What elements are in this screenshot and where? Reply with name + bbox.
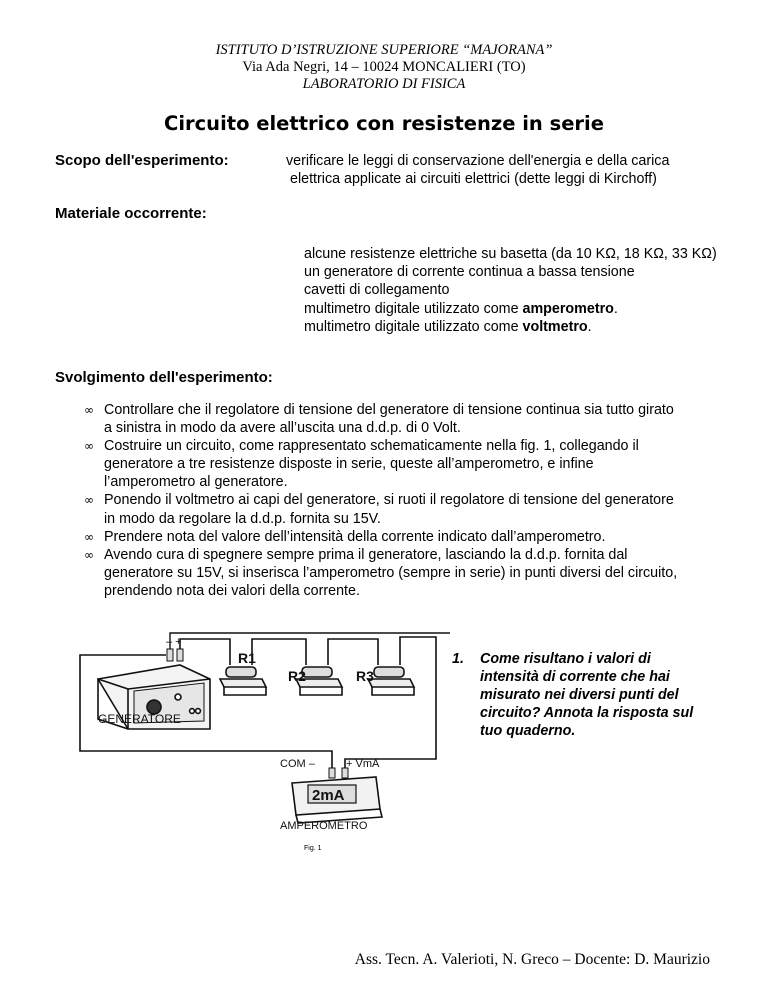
svolgimento-label: Svolgimento dell'esperimento: bbox=[55, 369, 273, 386]
circuit-figure bbox=[70, 615, 450, 850]
com-label: COM – bbox=[280, 758, 315, 770]
scopo-label: Scopo dell'esperimento: bbox=[55, 152, 229, 169]
page-title: Circuito elettrico con resistenze in serie bbox=[164, 112, 604, 135]
materiale-item-text: multimetro digitale utilizzato come bbox=[304, 300, 523, 317]
materiale-item bbox=[304, 300, 724, 318]
step-text: Ponendo il voltmetro ai capi del generatore, si ruoti il regolatore di tensione del generatore in modo da regolare la d.d.p. fornita su 15V. bbox=[104, 492, 674, 527]
list-item bbox=[84, 528, 684, 546]
school-name: ISTITUTO D’ISTRUZIONE SUPERIORE “MAJORANA” bbox=[215, 42, 553, 58]
materiale-item: cavetti di collegamento bbox=[304, 282, 450, 299]
list-item bbox=[84, 437, 684, 491]
ammeter-display: 2mA bbox=[312, 787, 345, 804]
materiale-item-bold: voltmetro bbox=[522, 318, 588, 335]
circuit-diagram bbox=[70, 615, 450, 845]
bullet-icon: ∞ bbox=[84, 547, 94, 562]
school-address: Via Ada Negri, 14 – 10024 MONCALIERI (TO) bbox=[242, 59, 526, 75]
materiale-label: Materiale occorrente: bbox=[55, 205, 207, 222]
materiale-item-text: multimetro digitale utilizzato come bbox=[304, 318, 523, 335]
r2-label: R2 bbox=[288, 668, 306, 684]
materiale-item-punct: . bbox=[613, 300, 618, 317]
scopo-text bbox=[286, 152, 669, 188]
footer-credits: Ass. Tecn. A. Valerioti, N. Greco – Docente: D. Maurizio bbox=[354, 951, 710, 968]
materiale-item-punct: . bbox=[587, 318, 592, 335]
r1-label: R1 bbox=[238, 650, 256, 666]
bullet-icon: ∞ bbox=[84, 439, 94, 454]
step-text: Prendere nota del valore dell’intensità della corrente indicato dall’amperometro. bbox=[104, 528, 606, 545]
materiale-item-bold: amperometro bbox=[522, 300, 614, 317]
materiale-item bbox=[304, 318, 724, 336]
bullet-icon: ∞ bbox=[84, 529, 94, 544]
materiale-item: alcune resistenze elettriche su basetta (da 10 KΩ, 18 KΩ, 33 KΩ) bbox=[304, 246, 717, 262]
generatore-label: GENERATORE bbox=[98, 712, 181, 726]
school-header bbox=[0, 42, 768, 93]
gen-terminals-label: – + bbox=[166, 636, 182, 648]
bullet-icon: ∞ bbox=[84, 493, 94, 508]
materiale-item: un generatore di corrente continua a bassa tensione bbox=[304, 264, 635, 281]
list-item bbox=[84, 491, 684, 527]
question-number: 1. bbox=[452, 651, 464, 667]
vma-label: + VmA bbox=[346, 758, 380, 770]
step-text: Controllare che il regolatore di tensione del generatore di tensione continua sia tutto girato a sinistra in modo da avere all’uscita una d.d.p. di 0 Volt. bbox=[104, 402, 674, 437]
figure-caption: Fig. 1 bbox=[304, 845, 322, 852]
step-text: Costruire un circuito, come rappresentato schematicamente nella fig. 1, collegando il generatore a tre resistenze disposte in serie, queste all’amperometro, e infine l’amperometro al generatore. bbox=[104, 438, 639, 491]
bullet-icon: ∞ bbox=[84, 403, 94, 417]
step-text: Avendo cura di spegnere sempre prima il generatore, lasciando la d.d.p. fornita dal generatore su 15V, si inserisca l’amperometro (sempre in serie) in punti diversi del circuito, prendendo nota dei valori della corrente. bbox=[104, 546, 678, 599]
question-text: Come risultano i valori di intensità di corrente che hai misurato nei diversi punti del circuito? Annota la risposta sul tuo quaderno. bbox=[480, 651, 694, 739]
lab-name: LABORATORIO DI FISICA bbox=[302, 76, 466, 92]
steps-list bbox=[84, 401, 684, 600]
amperometro-label: AMPEROMETRO bbox=[280, 820, 368, 832]
list-item bbox=[84, 401, 684, 437]
materiale-list bbox=[304, 245, 724, 336]
scopo-line-1: verificare le leggi di conservazione dell'energia e della carica bbox=[286, 153, 670, 169]
scopo-line-2: elettrica applicate ai circuiti elettrici (dette leggi di Kirchoff) bbox=[290, 171, 657, 187]
list-item bbox=[84, 546, 684, 600]
r3-label: R3 bbox=[356, 668, 374, 684]
question-block bbox=[452, 650, 712, 740]
